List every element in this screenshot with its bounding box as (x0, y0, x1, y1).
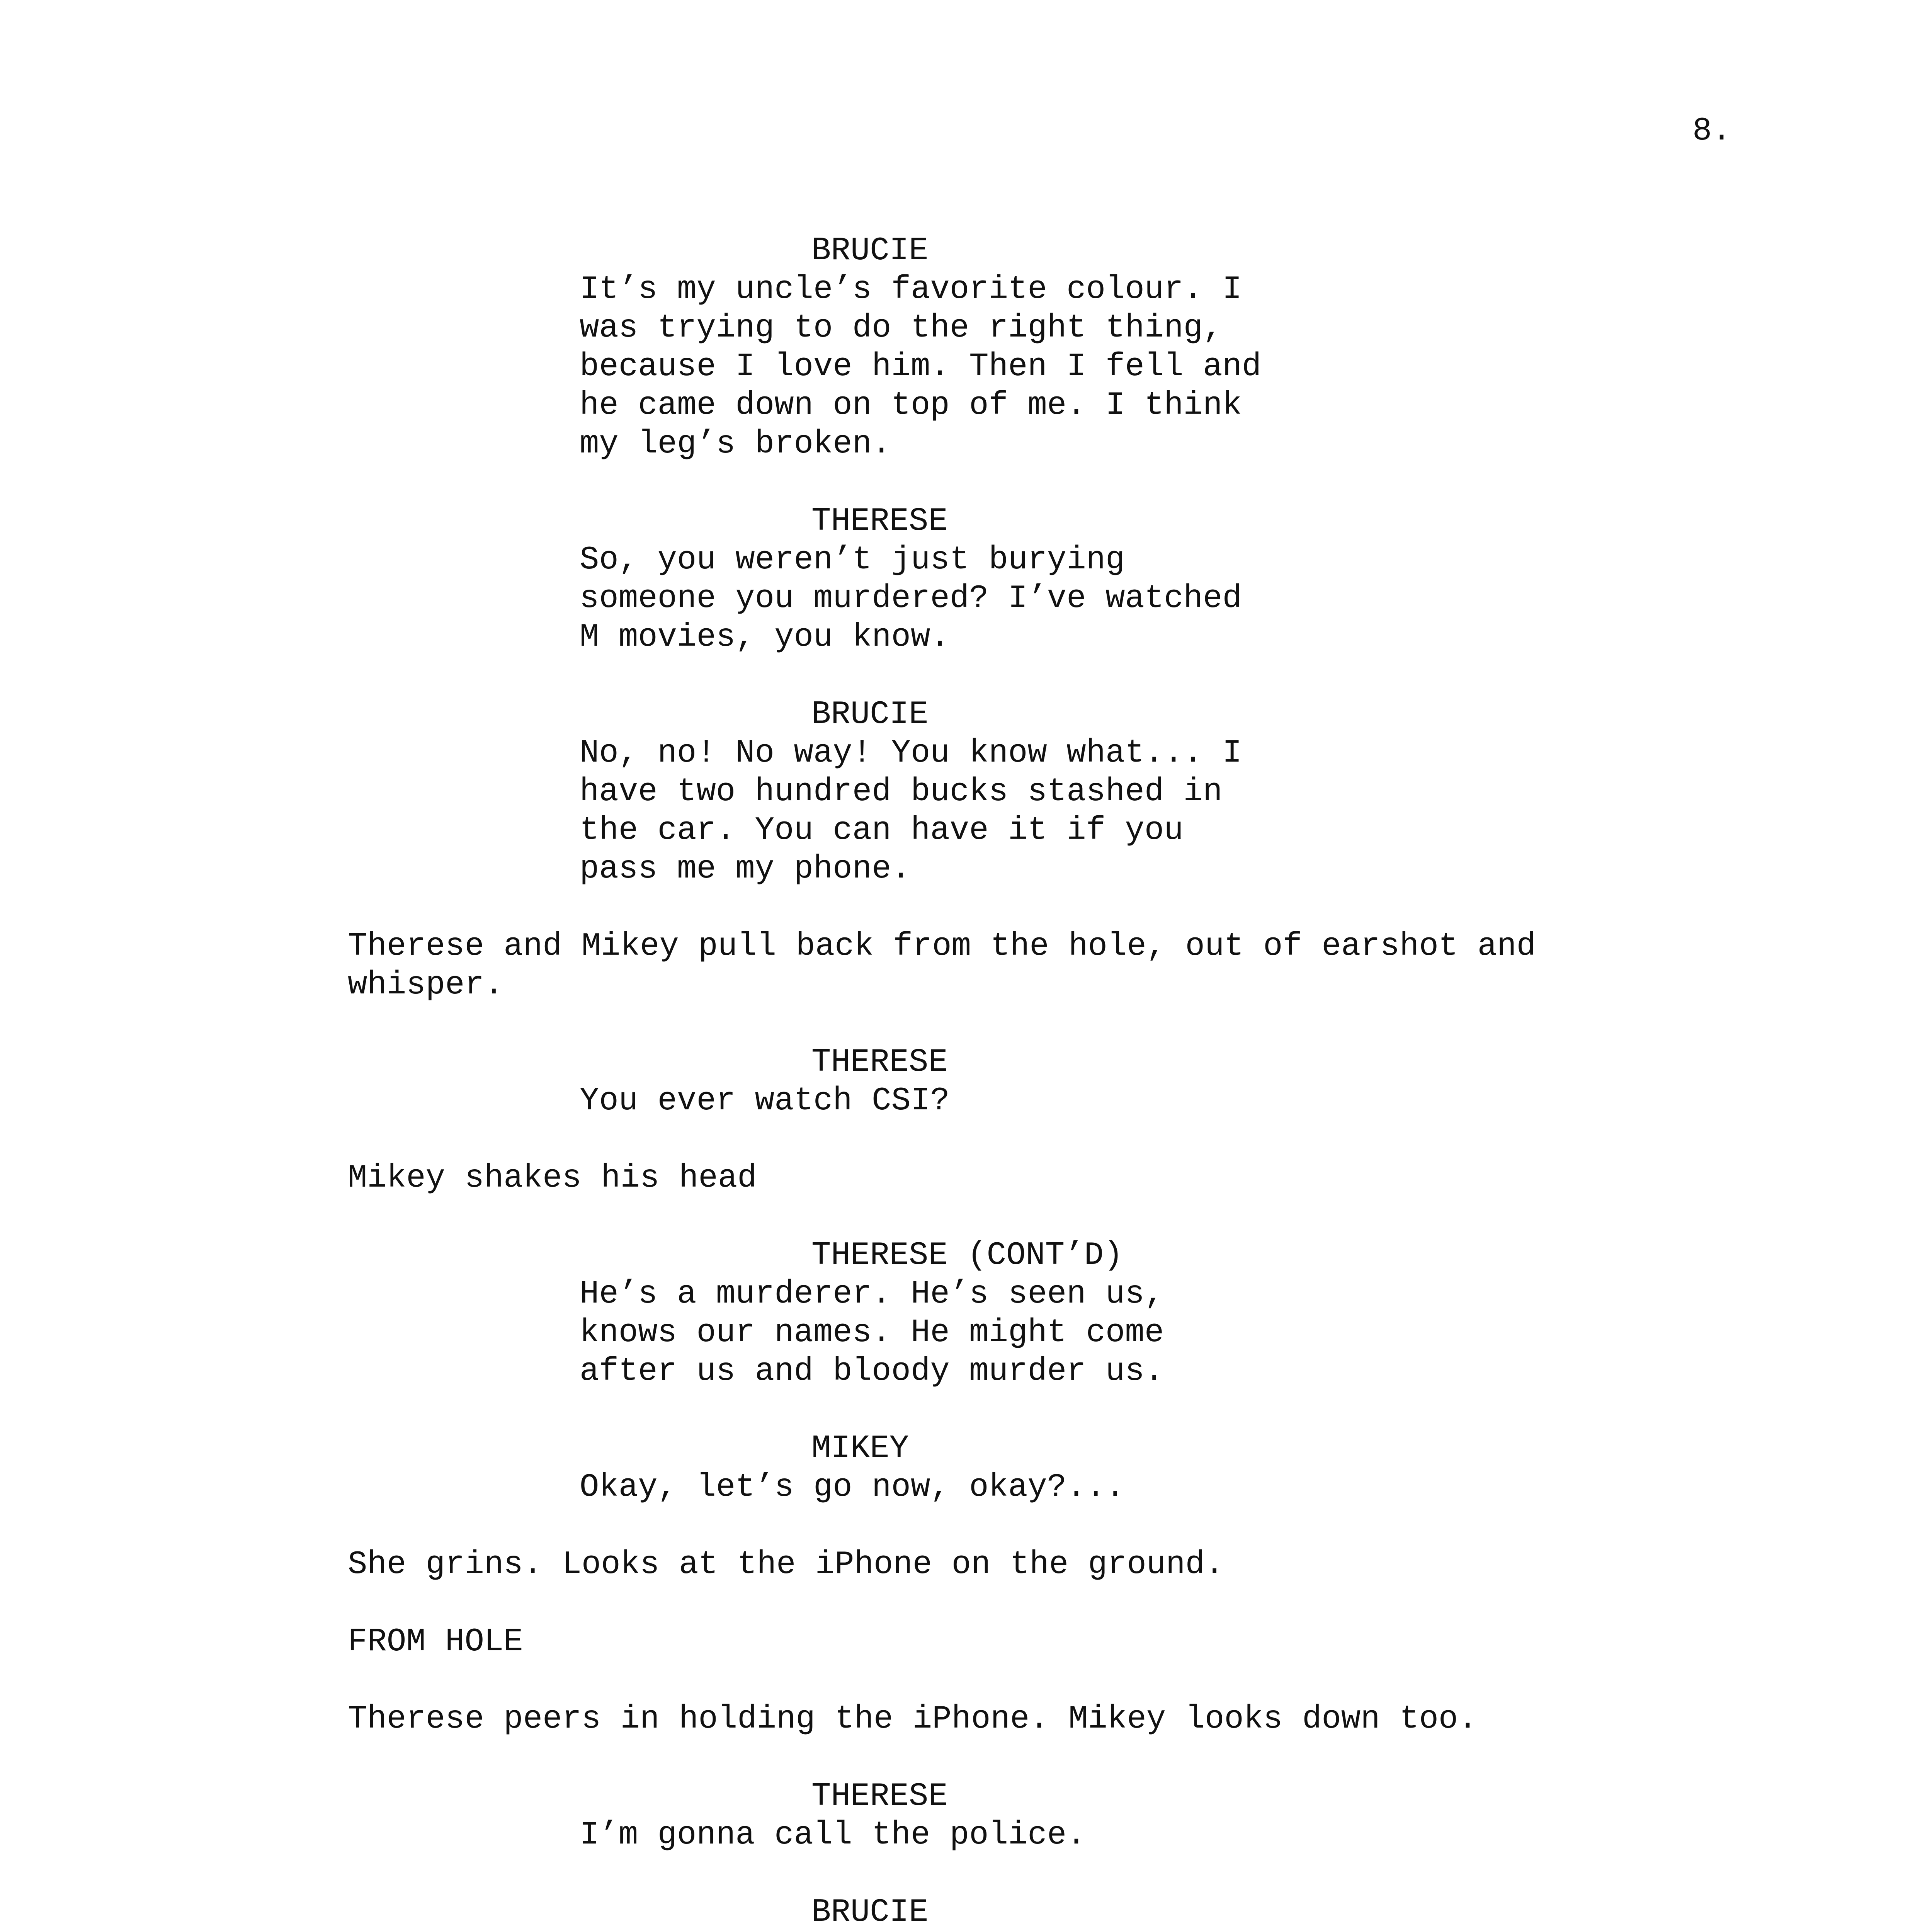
dialogue: He’s a murderer. He’s seen us, knows our names. He might come after us and bloody murder us. (580, 1276, 1164, 1390)
character-name: THERESE (CONT’D) (811, 1237, 1123, 1274)
character-name: THERESE (811, 1044, 948, 1081)
dialogue: No, no! No way! You know what... I have two hundred bucks stashed in the car. You can have it if you pass me my phone. (580, 735, 1242, 888)
dialogue: You ever watch CSI? (580, 1083, 950, 1119)
character-name: BRUCIE (811, 696, 929, 733)
character-name: THERESE (811, 503, 948, 540)
action-line: Mikey shakes his head (348, 1160, 757, 1197)
dialogue: It’s my uncle’s favorite colour. I was trying to do the right thing, because I love him. Then I fell and he came down on top of me. I think my leg’s broken. (580, 271, 1262, 463)
action-line: She grins. Looks at the iPhone on the ground. (348, 1546, 1225, 1583)
action-line: Therese and Mikey pull back from the hole, out of earshot and whisper. (348, 928, 1536, 1003)
dialogue: Okay, let’s go now, okay?... (580, 1469, 1125, 1506)
screenplay-body (0, 232, 1932, 1932)
action-line: Therese peers in holding the iPhone. Mikey looks down too. (348, 1701, 1478, 1738)
character-name: MIKEY (811, 1430, 909, 1467)
scene-slug: FROM HOLE (348, 1624, 523, 1660)
character-name: BRUCIE (811, 233, 929, 269)
page-number: 8. (1692, 113, 1731, 150)
dialogue: So, you weren’t just burying someone you murdered? I’ve watched M movies, you know. (580, 542, 1242, 656)
character-name: BRUCIE (811, 1894, 929, 1931)
dialogue: I’m gonna call the police. (580, 1817, 1086, 1854)
character-name: THERESE (811, 1778, 948, 1815)
